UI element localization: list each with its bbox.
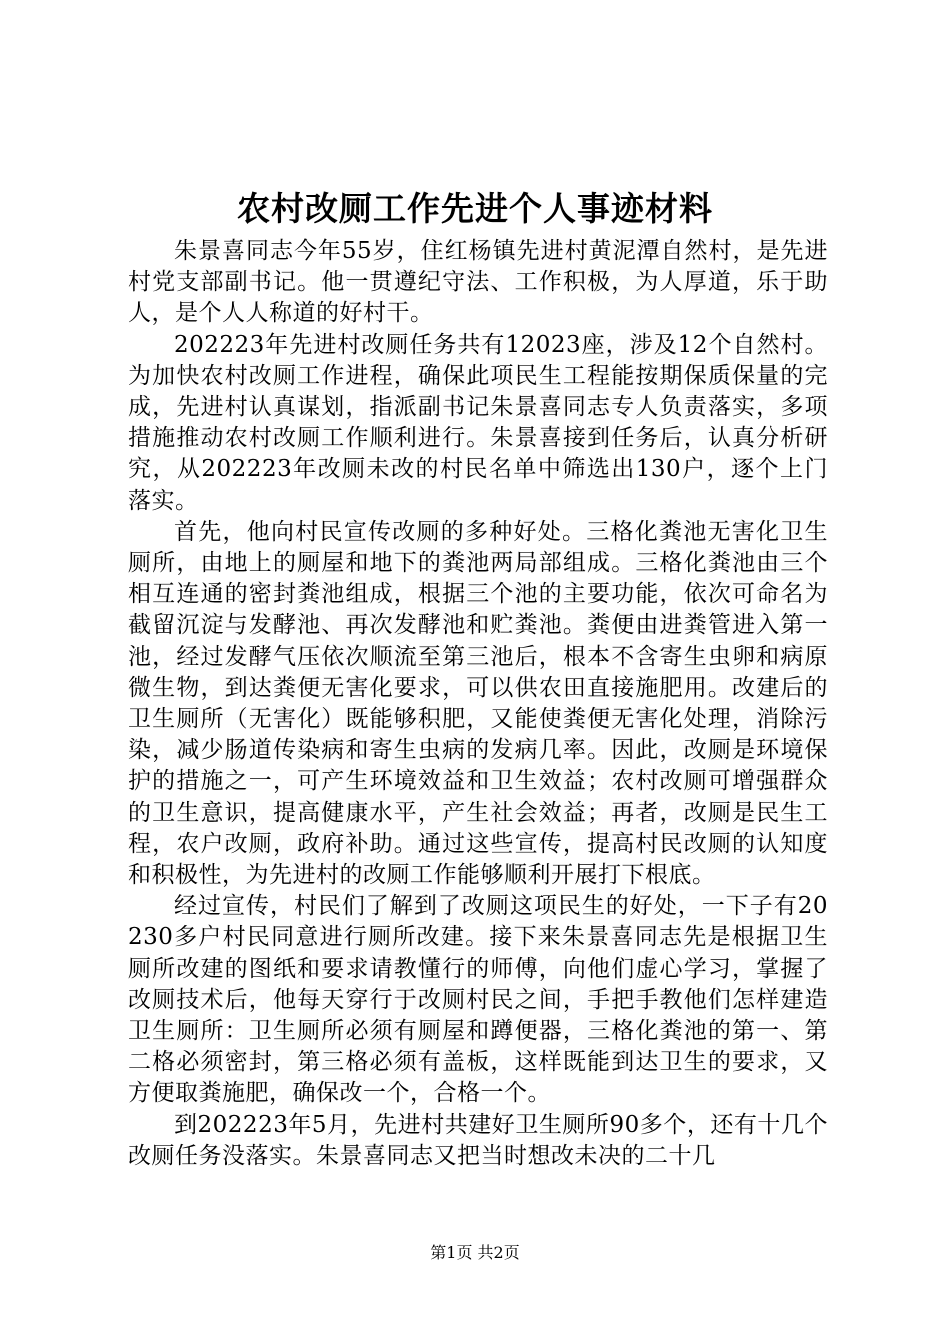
paragraph-2: 202223年先进村改厕任务共有12023座，涉及12个自然村。为加快农村改厕工作进程，确保此项民生工程能按期保质保量的完成，先进村认真谋划，指派副书记朱景喜同志专人负责落实，多项措施推动农村改厕工作顺利进行。朱景喜接到任务后，认真分析研究，从202223年改厕未改的村民名单中筛选出130户，逐个上门落实。 — [128, 331, 828, 514]
paragraph-4: 经过宣传，村民们了解到了改厕这项民生的好处，一下子有20230多户村民同意进行厕所改建。接下来朱景喜同志先是根据卫生厕所改建的图纸和要求请教懂行的师傅，向他们虚心学习，掌握了改厕技术后，他每天穿行于改厕村民之间，手把手教他们怎样建造卫生厕所：卫生厕所必须有厕屋和蹲便器，三格化粪池的第一、第二格必须密封，第三格必须有盖板，这样既能到达卫生的要求，又方便取粪施肥，确保改一个，合格一个。 — [128, 893, 828, 1107]
document-body — [128, 236, 828, 1172]
paragraph-3: 首先，他向村民宣传改厕的多种好处。三格化粪池无害化卫生厕所，由地上的厕屋和地下的粪池两局部组成。三格化粪池由三个相互连通的密封粪池组成，根据三个池的主要功能，依次可命名为截留沉淀与发酵池、再次发酵池和贮粪池。粪便由进粪管进入第一池，经过发酵气压依次顺流至第三池后，根本不含寄生虫卵和病原微生物，到达粪便无害化要求，可以供农田直接施肥用。改建后的卫生厕所（无害化）既能够积肥，又能使粪便无害化处理，消除污染，减少肠道传染病和寄生虫病的发病几率。因此，改厕是环境保护的措施之一，可产生环境效益和卫生效益；农村改厕可增强群众的卫生意识，提高健康水平，产生社会效益；再者，改厕是民生工程，农户改厕，政府补助。通过这些宣传，提高村民改厕的认知度和积极性，为先进村的改厕工作能够顺利开展打下根底。 — [128, 518, 828, 889]
page-title: 农村改厕工作先进个人事迹材料 — [237, 189, 713, 228]
paragraph-5: 到202223年5月，先进村共建好卫生厕所90多个，还有十几个改厕任务没落实。朱景喜同志又把当时想改未决的二十几 — [128, 1111, 828, 1169]
paragraph-1: 朱景喜同志今年55岁，住红杨镇先进村黄泥潭自然村，是先进村党支部副书记。他一贯遵纪守法、工作积极，为人厚道，乐于助人，是个人人称道的好村干。 — [128, 238, 828, 327]
page-number-footer: 第1页 共2页 — [430, 1243, 520, 1262]
